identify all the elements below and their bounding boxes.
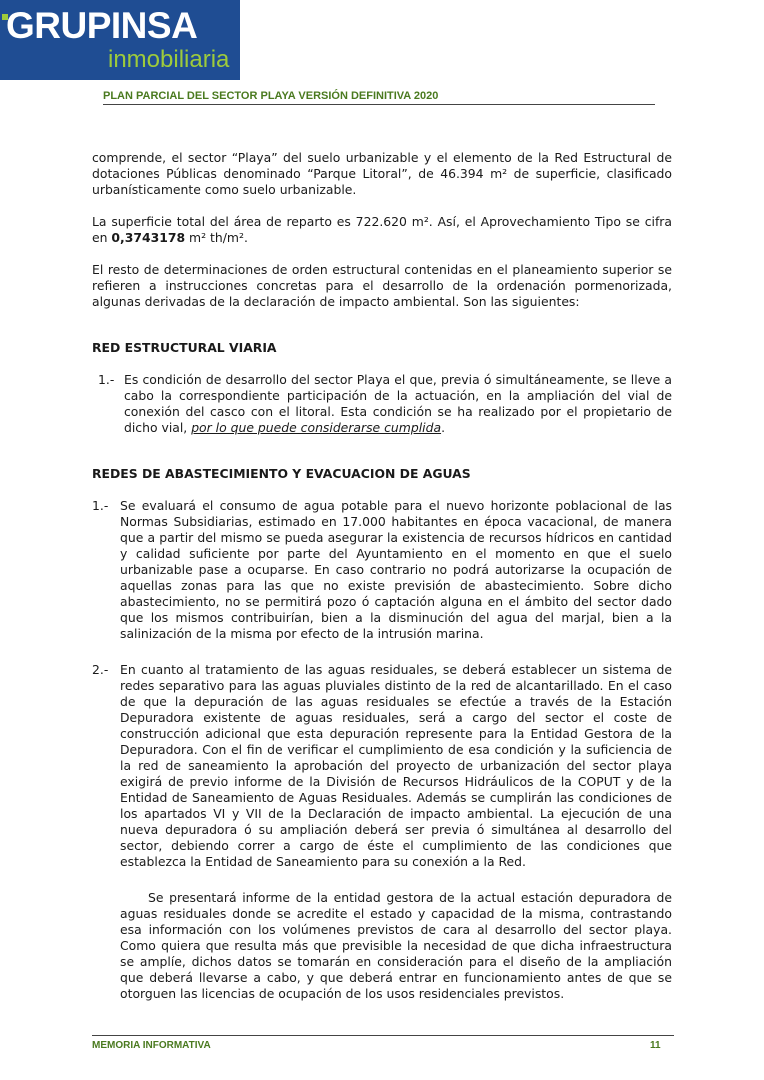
list-item-number: 1.- — [92, 498, 109, 513]
paragraph-area-unit: m² th/m². — [185, 230, 248, 245]
logo-sub-text: inmobiliaria — [108, 46, 230, 73]
paragraph-depuradora-report: Se presentará informe de la entidad gestora de la actual estación depuradora de aguas residuales donde se acredite el estado y capacidad de la misma, contrastando esa información con los volúmenes previstos de cara al desarrollo del sector playa. Como quiera que resulta más que previsible la necesidad de que dicha infraestructura se amplíe, dichos datos se tomarán en consideración para el diseño de la ampliación que deberá llevarse a cabo, y que deberá entrar en funcionamiento antes de que se otorguen las licencias de ocupación de los usos residenciales previstos. — [120, 890, 672, 1001]
document-header-title: PLAN PARCIAL DEL SECTOR PLAYA VERSIÓN DEFINITIVA 2020 — [103, 90, 439, 102]
paragraph-intro: comprende, el sector “Playa” del suelo urbanizable y el elemento de la Red Estructural de dotaciones Públicas denominado “Parque Litoral”, de 46.394 m² de superficie, clasificado urbanísticamente como suelo urbanizable. — [92, 150, 672, 197]
page-number: 11 — [650, 1040, 661, 1051]
company-logo — [0, 0, 240, 80]
list-item-text: Se evaluará el consumo de agua potable para el nuevo horizonte poblacional de las Normas Subsidiarias, estimado en 17.000 habitantes en época vacacional, de manera que a partir del mismo se pueda asegurar la existencia de recursos hídricos en cantidad y calidad suficiente por parte del Ayuntamiento en el momento en que el suelo urbanizable pase a ocuparse. En caso contrario no podrá autorizarse la ocupación de aquellas zonas para las que no existe previsión de abastecimiento. Sobre dicho abastecimiento, no se permitirá pozo ó captación alguna en el ámbito del sector dado que los mismos contribuirían, bien a la disminución del agua del marjal, bien a la salinización de la misma por efecto de la intrusión marina. — [120, 498, 672, 641]
list-item-text: En cuanto al tratamiento de las aguas residuales, se deberá establecer un sistema de redes separativo para las aguas pluviales distinto de la red de alcantarillado. En el caso de que la depuración de las aguas residuales se efectúe a través de la Estación Depuradora existente de aguas residuales, será a cargo del sector el coste de construcción adicional que esta depuración represente para la Entidad Gestora de la Depuradora. Con el fin de verificar el cumplimiento de esa condición y la suficiencia de la red de saneamiento la aprobación del proyecto de urbanización del sector playa exigirá de previo informe de la División de Recursos Hidráulicos de la COPUT y de la Entidad de Saneamiento de Aguas Residuales. Además se cumplirán las condiciones de los apartados VI y VII de la Declaración de impacto ambiental. La ejecución de una nueva depuradora ó su ampliación deberá ser previa ó simultánea al desarrollo del sector, debiendo correr a cargo de éste el cumplimiento de las condiciones que establezca la Entidad de Saneamiento para su conexión a la Red. — [120, 662, 672, 869]
list-item — [92, 372, 672, 436]
paragraph-area-text: La superficie total del área de reparto es 722.620 m². Así, el Aprovechamiento Tipo se cifra en — [92, 214, 672, 245]
footer-section-title: MEMORIA INFORMATIVA — [92, 1040, 211, 1051]
list-item-number: 2.- — [92, 662, 109, 677]
underlined-phrase: por lo que puede considerarse cumplida — [191, 420, 442, 435]
list-item — [92, 498, 672, 642]
list-item-text-end: . — [441, 420, 446, 435]
header-divider — [103, 104, 655, 105]
list-item-number: 1.- — [98, 372, 115, 387]
list-item-text — [124, 372, 672, 436]
heading-red-estructural: RED ESTRUCTURAL VIARIA — [92, 340, 277, 355]
list-item-continuation — [92, 890, 672, 1002]
list-item — [92, 662, 672, 870]
page-body — [92, 150, 672, 1002]
paragraph-determinations: El resto de determinaciones de orden estructural contenidas en el planeamiento superior se refieren a instrucciones concretas para el desarrollo de la ordenación pormenorizada, algunas derivadas de la declaración de impacto ambiental. Son las siguientes: — [92, 262, 672, 309]
footer-divider — [92, 1035, 674, 1036]
logo-main-text: GRUPINSA — [6, 5, 198, 46]
heading-redes-abastecimiento: REDES DE ABASTECIMIENTO Y EVACUACION DE AGUAS — [92, 466, 471, 481]
list-item-text-main: Es condición de desarrollo del sector Playa el que, previa ó simultáneamente, se lleve a cabo la correspondiente participación de la actuación, en la ampliación del vial de conexión del casco con el litoral. Esta condición se ha realizado por el propietario de dicho vial, — [124, 372, 672, 435]
paragraph-area — [92, 214, 672, 246]
aprovechamiento-value: 0,3743178 — [111, 230, 186, 245]
